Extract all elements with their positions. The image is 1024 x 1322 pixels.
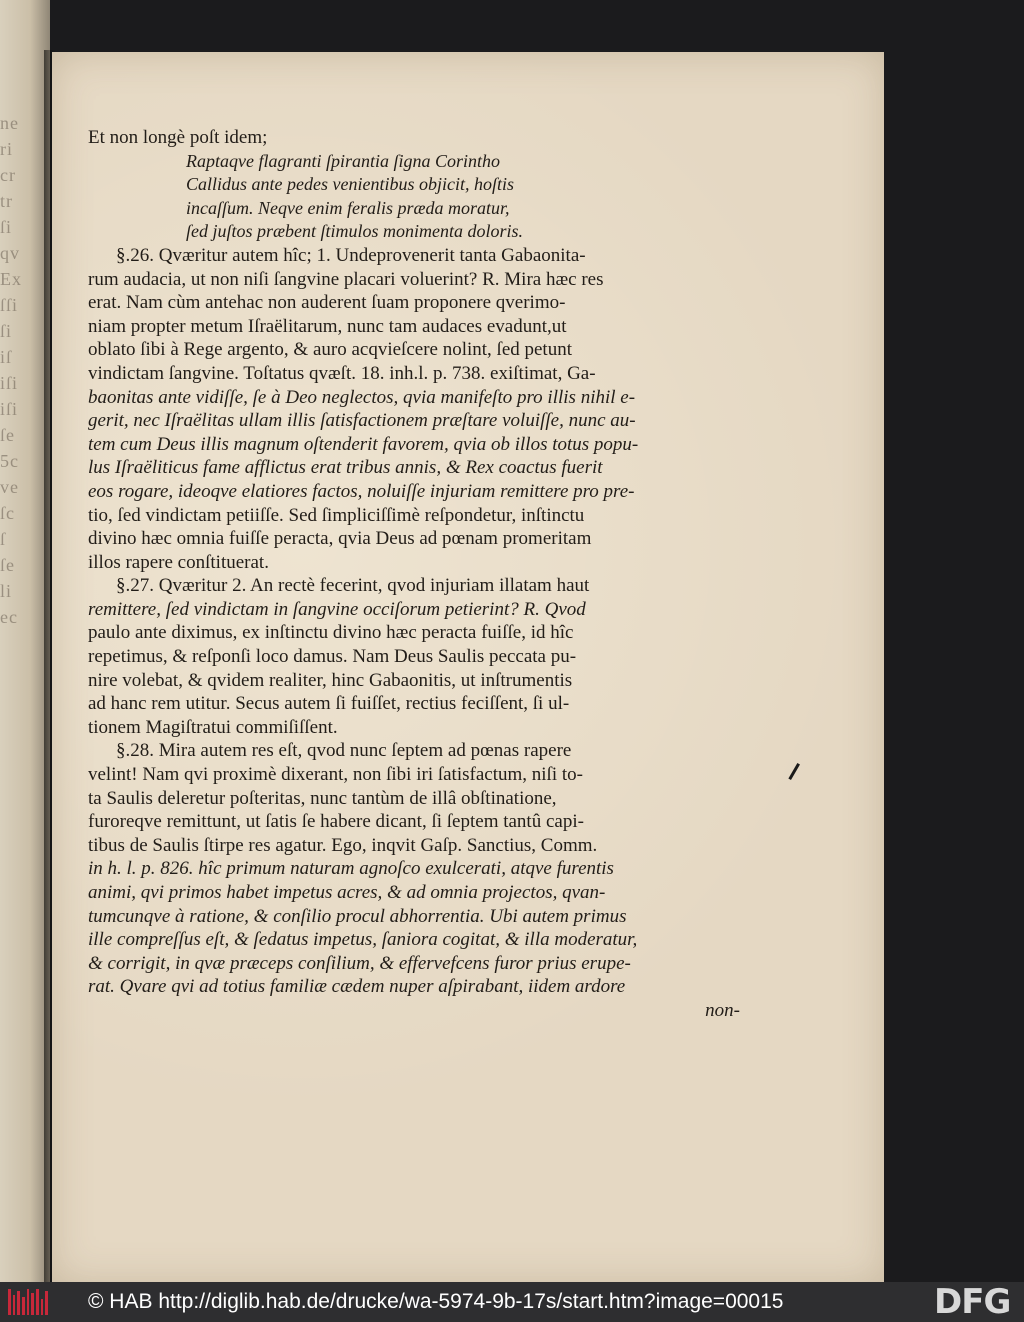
text-line: ille compreſſus eſt, & ſedatus impetus, ſaniora cogitat, & illa moderatur, <box>88 929 638 951</box>
text-line: tumcunqve à ratione, & conſilio procul abhorrentia. Ubi autem primus <box>88 905 627 927</box>
text-line: eos rogare, ideoqve elatiores factos, noluiſſe injuriam remittere pro pre- <box>88 480 635 502</box>
text-line: incaſſum. Neqve enim feralis præda moratur, <box>186 197 510 218</box>
text-line: Raptaqve flagranti ſpirantia ſigna Corintho <box>186 150 501 171</box>
previous-page-bleed-text: ne ri cr tr ſi qv Ex ſſi ſi iſ iſi iſi ſe 5c ve ſc ſ ſe li ec <box>0 113 22 627</box>
text-line: remittere, ſed vindictam in ſangvine occiſorum petierint? R. Qvod <box>88 598 586 620</box>
text-line: §.26. Qværitur autem hîc; 1. Undeprovenerit tanta Gabaonita- <box>116 244 586 266</box>
text-line: ad hanc rem utitur. Secus autem ſi fuiſſet, rectius feciſſent, ſi ul- <box>88 693 570 715</box>
viewer-footer <box>0 1282 1024 1322</box>
text-line: erat. Nam cùm antehac non auderent ſuam proponere qverimo- <box>88 292 566 314</box>
text-line: tibus de Saulis ſtirpe res agatur. Ego, inqvit Gaſp. Sanctius, Comm. <box>88 834 598 856</box>
text-line: tionem Magiſtratui commiſiſſent. <box>88 716 338 738</box>
text-line: illos rapere conſtituerat. <box>88 551 269 573</box>
copyright-url-text: © HAB http://diglib.hab.de/drucke/wa-5974-9b-17s/start.htm?image=00015 <box>88 1290 784 1313</box>
text-line: baonitas ante vidiſſe, ſe à Deo neglectos, qvia manifeſto pro illis nihil e- <box>88 386 636 408</box>
text-line: furoreqve remittunt, ut ſatis ſe habere dicant, ſi ſeptem tantû capi- <box>88 811 584 833</box>
text-line: divino hæc omnia fuiſſe peracta, qvia Deus ad pœnam promeritam <box>88 528 592 550</box>
text-line: lus Iſraëliticus fame afflictus erat tribus annis, & Rex coactus fuerit <box>88 457 603 479</box>
text-line: non- <box>705 999 740 1021</box>
text-line: ta Saulis deleretur poſteritas, nunc tantùm de illâ obſtinatione, <box>88 787 557 809</box>
text-line: animi, qvi primos habet impetus acres, & ad omnia projectos, qvan- <box>88 882 606 903</box>
text-line: §.27. Qværitur 2. An rectè fecerint, qvod injuriam illatam haut <box>116 575 590 597</box>
text-line: rum audacia, ut non niſi ſangvine placari voluerint? R. Mira hæc res <box>88 268 604 290</box>
text-line: ſed juſtos præbent ſtimulos monimenta doloris. <box>186 221 524 242</box>
text-line: Et non longè poſt idem; <box>88 127 268 148</box>
text-line: gerit, nec Iſraëlitas ullam illis ſatisfactionem præſtare voluiſſe, nunc au- <box>88 410 636 432</box>
text-line: §.28. Mira autem res eſt, qvod nunc ſeptem ad pœnas rapere <box>116 740 572 762</box>
book-page <box>52 52 884 1282</box>
text-line: oblato ſibi à Rege argento, & auro acqvieſcere nolint, ſed petunt <box>88 339 572 361</box>
text-line: tem cum Deus illis magnum oſtenderit favorem, qvia ob illos totus popu- <box>88 433 639 455</box>
previous-page-edge <box>0 0 50 1282</box>
text-line: repetimus, & reſponſi loco damus. Nam Deus Saulis peccata pu- <box>88 646 577 668</box>
text-line: tio, ſed vindictam petiiſſe. Sed ſimpliciſſimè reſpondetur, inſtinctu <box>88 504 585 526</box>
page-text-block <box>88 126 858 1023</box>
text-line: vindictam ſangvine. Toſtatus qvæſt. 18. inh.l. p. 738. exiſtimat, Ga- <box>88 362 596 384</box>
text-line: Callidus ante pedes venientibus objicit, hoſtis <box>186 174 514 195</box>
text-line: rat. Qvare qvi ad totius familiæ cædem nuper aſpirabant, iidem ardore <box>88 976 626 998</box>
text-line: in h. l. p. 826. hîc primum naturam agnoſco exulcerati, atqve furentis <box>88 858 614 880</box>
text-line: nire volebat, & qvidem realiter, hinc Gabaonitis, ut inſtrumentis <box>88 669 573 691</box>
text-line: niam propter metum Iſraëlitarum, nunc tam audaces evadunt,ut <box>88 315 567 337</box>
text-line: velint! Nam qvi proximè dixerant, non ſibi iri ſatisfactum, niſi to- <box>88 764 583 786</box>
dfg-logo: DFG <box>934 1282 1011 1322</box>
hab-logo-icon <box>8 1289 48 1315</box>
text-line: paulo ante diximus, ex inſtinctu divino hæc peracta fuiſſe, id hîc <box>88 622 574 644</box>
text-line: & corrigit, in qvæ præceps conſilium, & effervefcens furor prius erupe- <box>88 952 631 974</box>
